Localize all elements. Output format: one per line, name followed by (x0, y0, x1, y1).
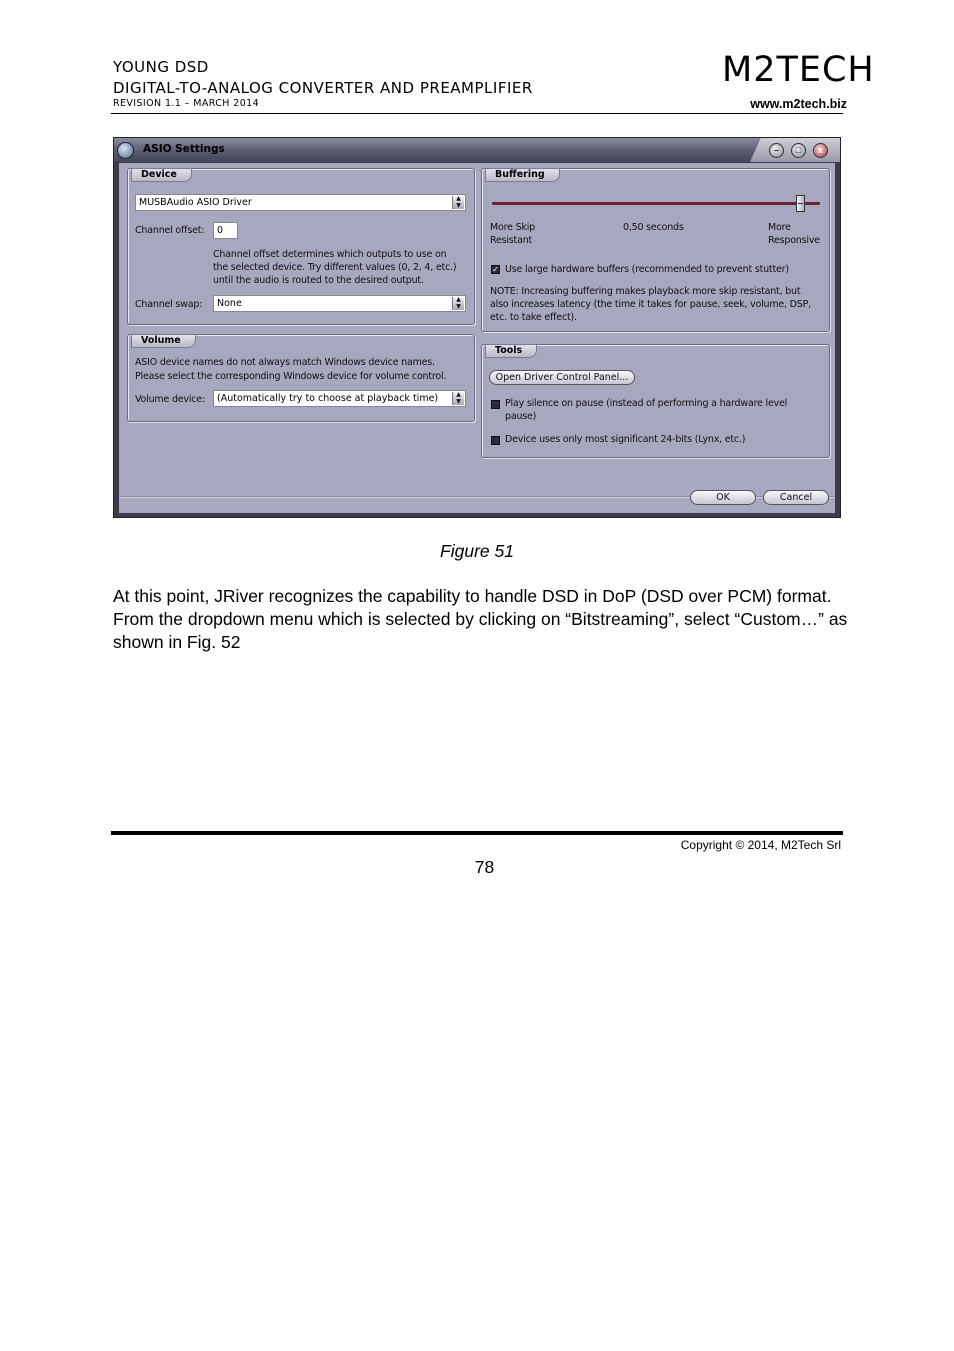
asio-settings-dialog (113, 137, 841, 518)
channel-offset-help-line: the selected device. Try different values (0, 2, 4, etc.) (213, 262, 457, 273)
volume-device-label: Volume device: (135, 394, 205, 405)
open-driver-control-panel-button[interactable]: Open Driver Control Panel... (489, 370, 635, 385)
close-button[interactable]: x (813, 143, 828, 158)
channel-swap-label: Channel swap: (135, 299, 203, 310)
dialog-title: ASIO Settings (143, 143, 225, 155)
buffer-slider-thumb[interactable] (796, 195, 805, 212)
responsive-label: Responsive (768, 235, 820, 246)
title-bar (114, 138, 840, 162)
dialog-client-area (119, 163, 835, 513)
document-revision: REVISION 1.1 – MARCH 2014 (113, 98, 260, 109)
website-link: www.m2tech.biz (750, 97, 847, 111)
play-silence-label: Play silence on pause (instead of performing a hardware level (505, 398, 788, 409)
dropdown-arrow-icon: ▲ ▼ (452, 392, 464, 405)
channel-offset-input[interactable]: 0 (213, 222, 238, 239)
buffering-note-line: also increases latency (the time it takes for pause, seek, volume, DSP, (490, 299, 811, 310)
large-buffers-label: Use large hardware buffers (recommended to prevent stutter) (505, 264, 789, 275)
buffering-group (481, 168, 830, 332)
volume-note-line: ASIO device names do not always match Windows device names. (135, 357, 435, 368)
volume-group-label: Volume (131, 334, 196, 348)
minimize-button[interactable]: – (769, 143, 784, 158)
channel-swap-select[interactable] (213, 295, 466, 312)
resistant-label: Resistant (490, 235, 533, 246)
large-buffers-checkbox[interactable]: ✓ (492, 265, 499, 274)
volume-device-value: (Automatically try to choose at playback time) (217, 393, 439, 404)
more-skip-label: More Skip (490, 222, 535, 233)
figure-caption: Figure 51 (440, 541, 514, 561)
maximize-button[interactable]: □ (791, 143, 806, 158)
buffering-note-line: NOTE: Increasing buffering makes playback more skip resistant, but (490, 286, 801, 297)
footer-rule (111, 831, 843, 835)
play-silence-checkbox[interactable] (491, 400, 500, 409)
channel-offset-label: Channel offset: (135, 225, 205, 236)
msb-24bit-label: Device uses only most significant 24-bits (Lynx, etc.) (505, 434, 746, 445)
more-label: More (768, 222, 791, 233)
play-silence-label-cont: pause) (505, 411, 537, 422)
volume-note-line: Please select the corresponding Windows device for volume control. (135, 371, 447, 382)
page-number: 78 (474, 857, 495, 877)
device-group-label: Device (131, 168, 192, 182)
header-rule (111, 113, 843, 114)
dropdown-arrow-icon: ▲ ▼ (452, 196, 464, 209)
m2tech-logo: M2TECH (722, 50, 875, 90)
document-title: YOUNG DSD (113, 58, 209, 76)
asio-driver-select[interactable] (135, 194, 466, 211)
buffering-note-line: etc. to take effect). (490, 312, 577, 323)
buffering-group-label: Buffering (485, 168, 560, 182)
channel-offset-help-line: until the audio is routed to the desired output. (213, 275, 424, 286)
copyright-notice: Copyright © 2014, M2Tech Srl (680, 838, 841, 852)
tools-group (481, 344, 830, 458)
msb-24bit-checkbox[interactable] (491, 436, 500, 445)
buffer-slider-track[interactable] (492, 202, 820, 205)
app-orb-icon (117, 142, 134, 159)
dropdown-arrow-icon: ▲ ▼ (452, 297, 464, 310)
channel-offset-help-line: Channel offset determines which outputs to use on (213, 249, 447, 260)
cancel-button[interactable]: Cancel (763, 490, 829, 505)
buffer-duration-value: 0,50 seconds (623, 222, 684, 233)
device-group (127, 168, 475, 325)
body-paragraph: At this point, JRiver recognizes the capability to handle DSD in DoP (DSD over PCM) format. From the dropdown menu which is selected by clicking on “Bitstreaming”, select “Custom…” as shown in Fig. 52 (113, 586, 848, 652)
tools-group-label: Tools (485, 344, 537, 358)
volume-group (127, 334, 475, 422)
asio-driver-value: MUSBAudio ASIO Driver (139, 197, 252, 208)
volume-device-select[interactable] (213, 390, 466, 407)
channel-swap-value: None (217, 298, 242, 309)
document-subtitle: DIGITAL-TO-ANALOG CONVERTER AND PREAMPLIFIER (113, 79, 533, 97)
ok-button[interactable]: OK (690, 490, 756, 505)
